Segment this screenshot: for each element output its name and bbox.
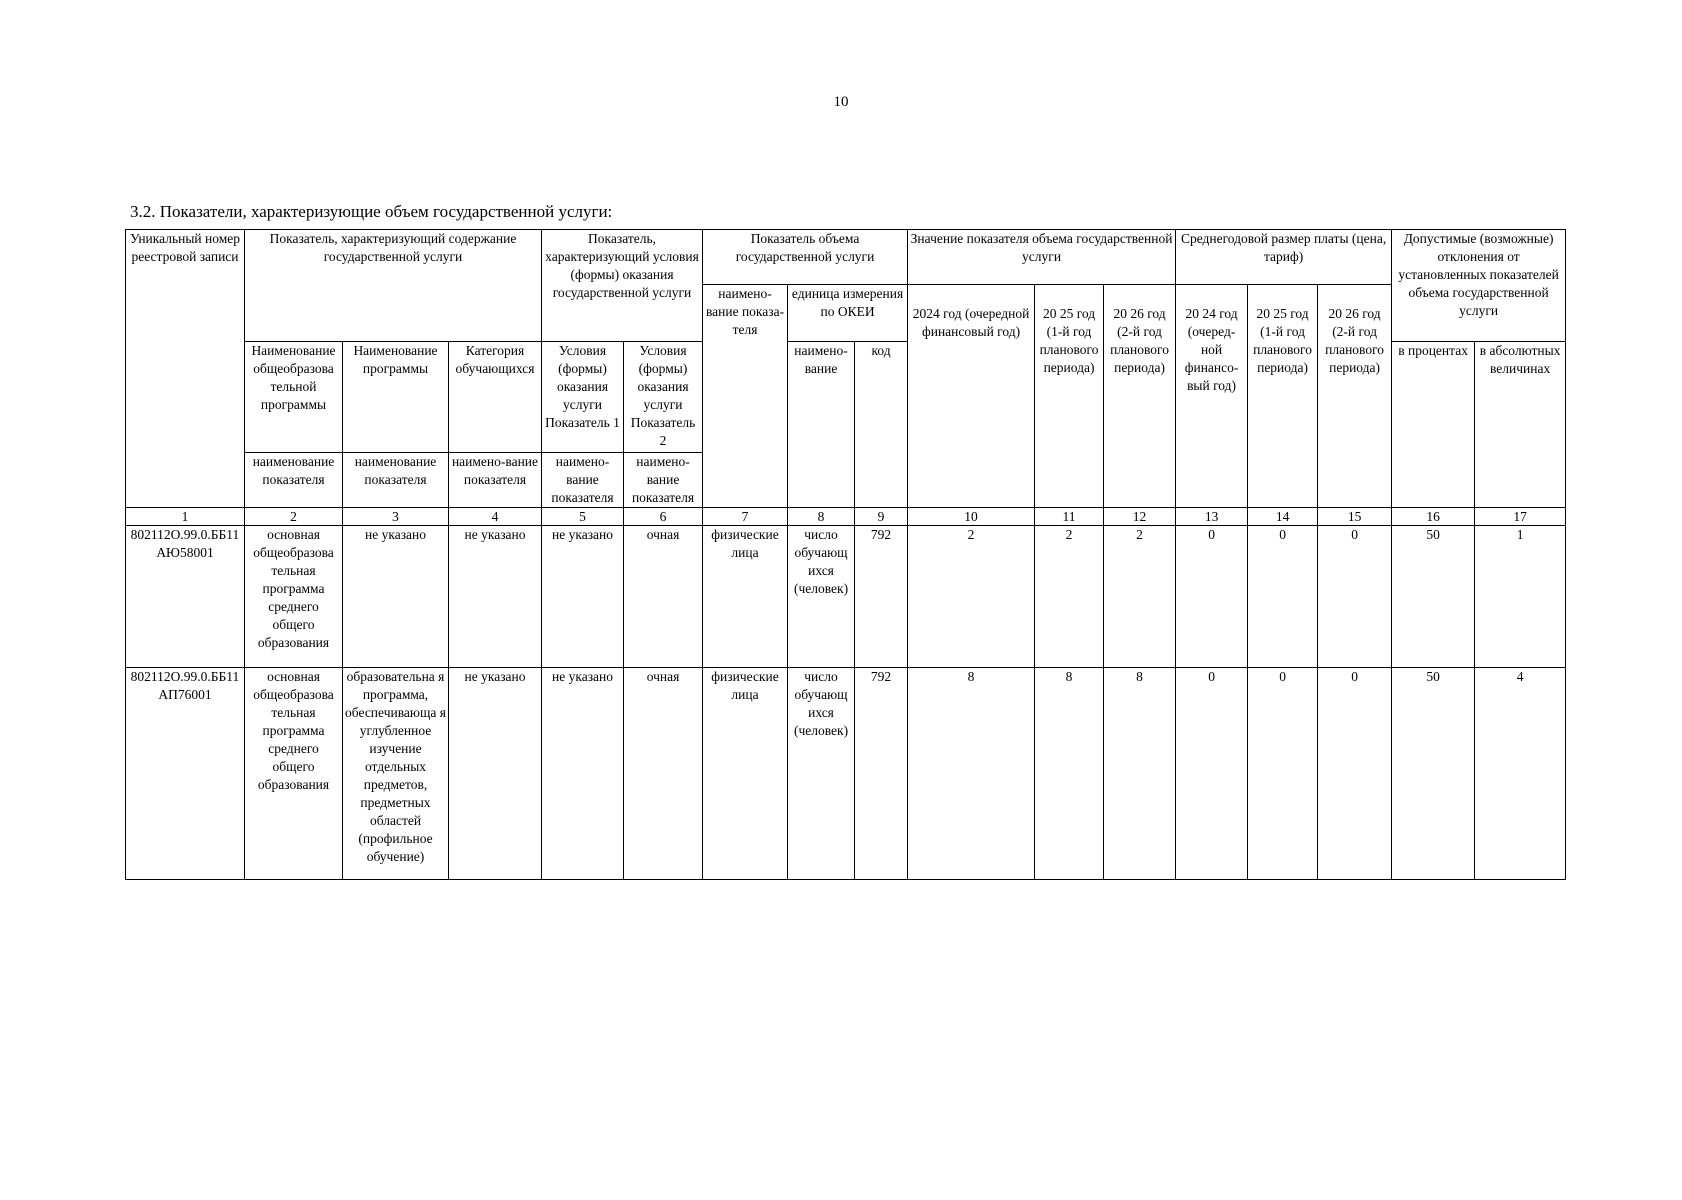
column-number: 3 [343,508,449,526]
header-year-2025-fee: 20 25 год (1-й год планового периода) [1248,285,1318,508]
cell-program-name: основная общеобразова тельная программа среднего общего образования [245,526,343,668]
cell-condition-1: не указано [542,526,624,668]
column-number: 9 [855,508,908,526]
cell-unit-code: 792 [855,668,908,880]
cell-condition-1: не указано [542,668,624,880]
column-number: 5 [542,508,624,526]
cell-deviation-absolute: 4 [1475,668,1566,880]
header-program: Наименование программы [343,342,449,453]
header-content-indicator: Показатель, характеризующий содержание государственной услуги [245,230,542,342]
column-number: 2 [245,508,343,526]
header-deviations: Допустимые (возможные) отклонения от установленных показателей объема государственной услуги [1392,230,1566,342]
header-year-2026-fee: 20 26 год (2-й год планового периода) [1318,285,1392,508]
subheader-name-5: наимено-вание показателя [542,453,624,508]
subheader-name-6: наимено-вание показателя [624,453,703,508]
cell-value-2024: 2 [908,526,1035,668]
cell-fee-2026: 0 [1318,668,1392,880]
header-year-2025-volume: 20 25 год (1-й год планового периода) [1035,285,1104,508]
column-number: 7 [703,508,788,526]
cell-fee-2026: 0 [1318,526,1392,668]
cell-condition-2: очная [624,526,703,668]
cell-program: образовательна я программа, обеспечивающа я углубленное изучение отдельных предметов, предметных областей (профильное обучение) [343,668,449,880]
column-numbers-row [126,508,1566,526]
cell-fee-2024: 0 [1176,668,1248,880]
cell-fee-2024: 0 [1176,526,1248,668]
header-condition-1: Условия (формы) оказания услуги Показатель 1 [542,342,624,453]
column-number: 4 [449,508,542,526]
cell-program: не указано [343,526,449,668]
cell-deviation-percent: 50 [1392,668,1475,880]
cell-value-2026: 2 [1104,526,1176,668]
header-absolute: в абсолютных величинах [1475,342,1566,508]
header-avg-fee: Среднегодовой размер платы (цена, тариф) [1176,230,1392,285]
cell-program-name: основная общеобразова тельная программа среднего общего образования [245,668,343,880]
column-number: 12 [1104,508,1176,526]
cell-indicator-name: физические лица [703,668,788,880]
header-program-name: Наименование общеобразова тельной программы [245,342,343,453]
header-unit: единица измерения по ОКЕИ [788,285,908,342]
header-condition-2: Условия (формы) оказания услуги Показатель 2 [624,342,703,453]
volume-indicators-table [125,229,1566,880]
cell-registry-number: 802112О.99.0.ББ11АЮ58001 [126,526,245,668]
header-unique-number: Уникальный номер реестровой записи [126,230,245,508]
cell-deviation-absolute: 1 [1475,526,1566,668]
section-title: 3.2. Показатели, характеризующие объем государственной услуги: [130,202,613,221]
column-number: 13 [1176,508,1248,526]
header-volume-indicator: Показатель объема государственной услуги [703,230,908,285]
header-category: Категория обучающихся [449,342,542,453]
cell-indicator-name: физические лица [703,526,788,668]
cell-value-2025: 8 [1035,668,1104,880]
header-indicator-name: наимено-вание показа-теля [703,285,788,508]
page-number: 10 [833,94,849,110]
column-number: 11 [1035,508,1104,526]
column-number: 16 [1392,508,1475,526]
cell-value-2026: 8 [1104,668,1176,880]
cell-condition-2: очная [624,668,703,880]
header-conditions-indicator: Показатель, характеризующий условия (формы) оказания государственной услуги [542,230,703,342]
cell-registry-number: 802112О.99.0.ББ11АП76001 [126,668,245,880]
cell-fee-2025: 0 [1248,526,1318,668]
cell-category: не указано [449,526,542,668]
header-percent: в процентах [1392,342,1475,508]
column-number: 10 [908,508,1035,526]
subheader-name-2: наименование показателя [245,453,343,508]
header-year-2024: 2024 год (очередной финансовый год) [908,285,1035,508]
header-year-2024-fee: 20 24 год (очеред-ной финансо-вый год) [1176,285,1248,508]
cell-unit-code: 792 [855,526,908,668]
cell-unit-name: число обучающ ихся (человек) [788,668,855,880]
header-year-2026-volume: 20 26 год (2-й год планового периода) [1104,285,1176,508]
cell-value-2025: 2 [1035,526,1104,668]
column-number: 17 [1475,508,1566,526]
column-number: 6 [624,508,703,526]
cell-value-2024: 8 [908,668,1035,880]
cell-category: не указано [449,668,542,880]
cell-fee-2025: 0 [1248,668,1318,880]
subheader-name-3: наименование показателя [343,453,449,508]
subheader-name-4: наимено-вание показателя [449,453,542,508]
cell-deviation-percent: 50 [1392,526,1475,668]
header-volume-value: Значение показателя объема государственной услуги [908,230,1176,285]
cell-unit-name: число обучающ ихся (человек) [788,526,855,668]
table-row [126,668,1566,880]
header-unit-code: код [855,342,908,508]
column-number: 14 [1248,508,1318,526]
column-number: 1 [126,508,245,526]
header-unit-name: наимено-вание [788,342,855,508]
column-number: 15 [1318,508,1392,526]
column-number: 8 [788,508,855,526]
table-row [126,526,1566,668]
